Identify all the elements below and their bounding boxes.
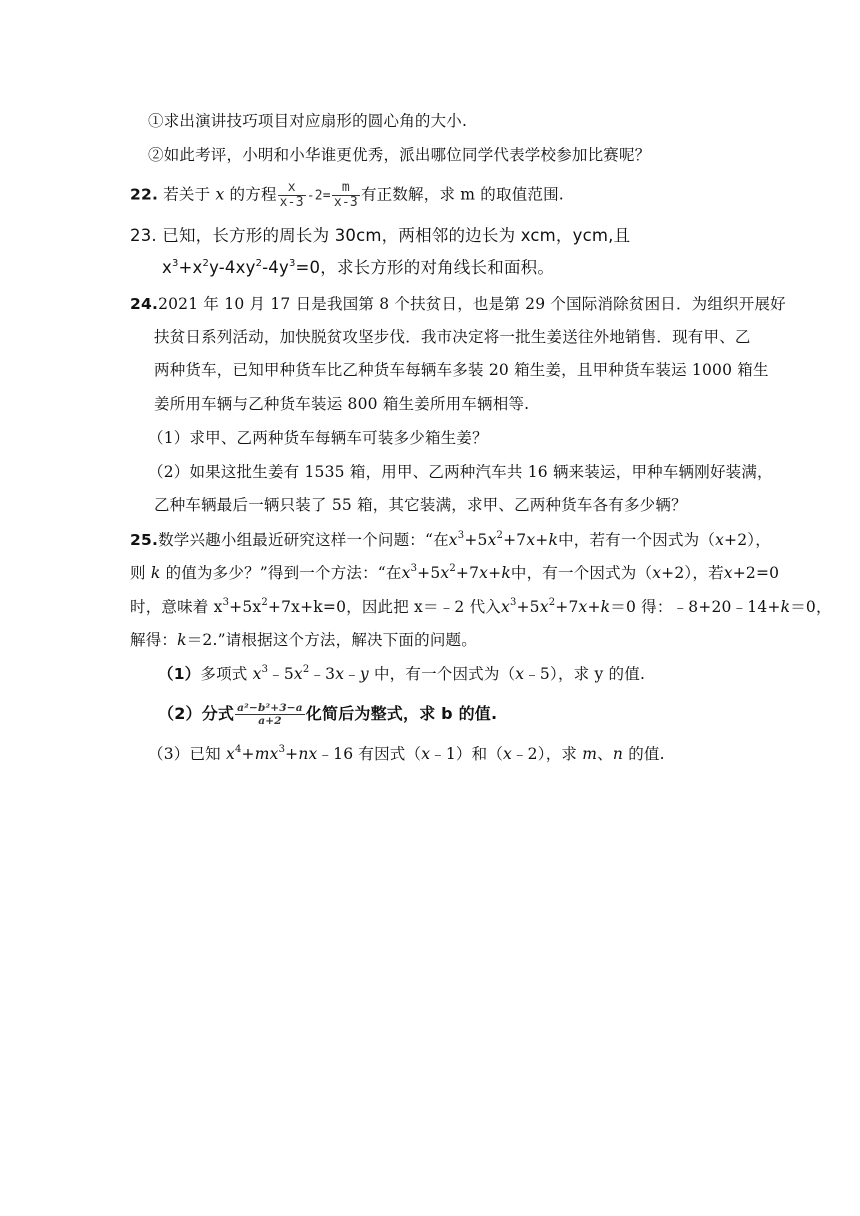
q23-term-a: +x — [178, 258, 203, 277]
subquestion-2-text: ②如此考评，小明和小华谁更优秀，派出哪位同学代表学校参加比赛呢？ — [148, 146, 651, 164]
q22-frac2-num: m — [341, 180, 350, 195]
question-22-number: 22. — [130, 185, 159, 204]
question-25-line-4: 解得：k＝2.”请根据这个方法，解决下面的问题。 — [130, 631, 477, 649]
q25-part2-frac-den: a+2 — [235, 714, 305, 727]
q24-line4-text: 姜所用车辆与乙种货车装运 800 箱生姜所用车辆相等. — [154, 395, 530, 413]
q22-minus-two: -2= — [306, 188, 331, 204]
q24-part2a-text: （2）如果这批生姜有 1535 箱，用甲、乙两种汽车共 16 辆来装运，甲种车辆刚好装满， — [148, 463, 773, 481]
subquestion-1 — [148, 111, 467, 131]
q22-fraction-1 — [278, 181, 306, 210]
q25-l3c: ＝0， — [790, 598, 832, 616]
question-25-line-2: 则 k 的值为多少？”得到一个方法：“在$x^3+5x^2+7x+k$中，有一个因式为（x+2），若x+2=0 — [130, 563, 780, 582]
question-24-line-2 — [154, 327, 751, 347]
q25-l1a: 数学兴趣小组最近研究这样一个问题：“在 — [158, 531, 449, 549]
q25-part2-fraction — [235, 702, 305, 727]
q25-part3-text-f: 的值. — [628, 745, 665, 763]
q25-part3-text-c: ﹣1）和（ — [430, 745, 504, 763]
q22-fraction-2 — [332, 181, 360, 210]
q24-line3-text: 两种货车，已知甲种货车比乙种货车每辆车多装 20 箱生姜，且甲种货车装运 1000 箱生 — [154, 361, 769, 379]
subquestion-2 — [148, 145, 650, 165]
q25-part2-text: 化简后为整式，求 b 的值. — [305, 704, 498, 723]
q22-frac2-den: x-3 — [333, 195, 358, 210]
question-25-part-3: （3）已知 $x^4+mx^3+nx﹣16$ 有因式（x﹣1）和（x﹣2），求 m、n 的值. — [148, 744, 665, 763]
q25-part2-frac-num: a²−b²+3−a — [237, 702, 303, 714]
question-24-line-3 — [154, 360, 769, 380]
q24-line2-text: 扶贫日系列活动，加快脱贫攻坚步伐．我市决定将一批生姜送往外地销售．现有甲、乙 — [154, 328, 751, 346]
question-24-number: 24. — [130, 295, 159, 313]
q23-line2-text: =0，求长方形的对角线长和面积。 — [295, 258, 555, 277]
q25-l2a: 则 — [130, 564, 146, 582]
question-24-part-2-line-1 — [148, 462, 773, 482]
q22-frac1-den: x-3 — [279, 195, 304, 210]
q22-var-x: x — [215, 185, 225, 204]
q25-l3b: ＝0 得：﹣8+20﹣14+ — [610, 598, 781, 616]
q24-line1-text: 2021 年 10 月 17 日是我国第 8 个扶贫日，也是第 29 个国际消除贫困日．为组织开展好 — [158, 295, 786, 313]
q23-term-c: -4y — [262, 258, 289, 277]
q23-term-b: y-4xy — [209, 258, 256, 277]
q25-l4: 解得： — [130, 631, 178, 649]
q22-frac1-num: x — [287, 180, 296, 195]
question-25-number: 25. — [130, 531, 159, 549]
q22-text-1: 若关于 — [163, 185, 211, 204]
q25-l2c: 中，有一个因式为（ — [510, 564, 653, 582]
q25-part3-text-a: （3）已知 — [148, 745, 221, 763]
q24-part2b-text: 乙种车辆最后一辆只装了 55 箱，其它装满，求甲、乙两种货车各有多少辆？ — [154, 496, 687, 514]
q23-line1-text: 23. 已知，长方形的周长为 30cm，两相邻的边长为 xcm，ycm,且 — [130, 226, 631, 245]
q25-part1-text-c: ﹣5），求 y 的值. — [524, 665, 646, 683]
q25-l2b: 的值为多少？”得到一个方法：“在 — [165, 564, 402, 582]
q23-x: x — [162, 258, 172, 277]
question-24-line-1 — [130, 294, 786, 314]
q25-part1-label: （1） — [158, 665, 201, 683]
q25-part1-text-b: 中，有一个因式为（ — [373, 665, 516, 683]
question-25-part-2 — [158, 702, 497, 727]
question-23-line-1 — [130, 226, 630, 246]
q25-l3a: +7x+k=0，因此把 x＝﹣2 代入 — [267, 598, 501, 616]
q25-part2-label: （2）分式 — [158, 704, 235, 723]
q22-text-2: 的方程 — [229, 185, 277, 204]
subquestion-1-text: ①求出演讲技巧项目对应扇形的圆心角的大小. — [148, 112, 468, 130]
q24-part1-text: （1）求甲、乙两种货车每辆车可装多少箱生姜？ — [148, 429, 488, 447]
q25-l1b: 中，若有一个因式为（ — [558, 531, 716, 549]
q22-text-3: 有正数解，求 m 的取值范围. — [360, 185, 564, 204]
question-24-part-1 — [148, 428, 488, 448]
q25-l1c: ）， — [747, 531, 771, 549]
question-25-line-1: 25.数学兴趣小组最近研究这样一个问题：“在$x^3+5x^2+7x+k$中，若有一个因式为（x+2）， — [130, 530, 771, 549]
q25-l2e: 时，意味着 x — [130, 598, 223, 616]
question-25-part-1: （1）多项式 $x^3﹣5x^2﹣3x﹣y$ 中，有一个因式为（x﹣5），求 y 的值. — [158, 664, 646, 683]
q25-part1-text-a: 多项式 — [200, 665, 248, 683]
q25-part3-text-d: ﹣2），求 — [511, 745, 578, 763]
question-23-line-2: $x^3+x^2y-4xy^2-4y^3=0$，求长方形的对角线长和面积。 — [162, 258, 555, 277]
question-24-line-4 — [154, 394, 529, 414]
q25-part3-text-b: 有因式（ — [358, 745, 422, 763]
question-22 — [130, 181, 564, 210]
q25-l2d: ），若 — [684, 564, 724, 582]
question-25-line-3: 时，意味着 $x^3+5x^2+7x+k=0$，因此把 x＝﹣2 代入$x^3+5x^2+7x+k=0$ 得：﹣8+20﹣14+k＝0， — [130, 597, 832, 616]
question-24-part-2-line-2 — [154, 495, 687, 515]
q25-part3-text-e: 、 — [597, 745, 613, 763]
q25-l4b: ＝2.”请根据这个方法，解决下面的问题。 — [186, 631, 477, 649]
